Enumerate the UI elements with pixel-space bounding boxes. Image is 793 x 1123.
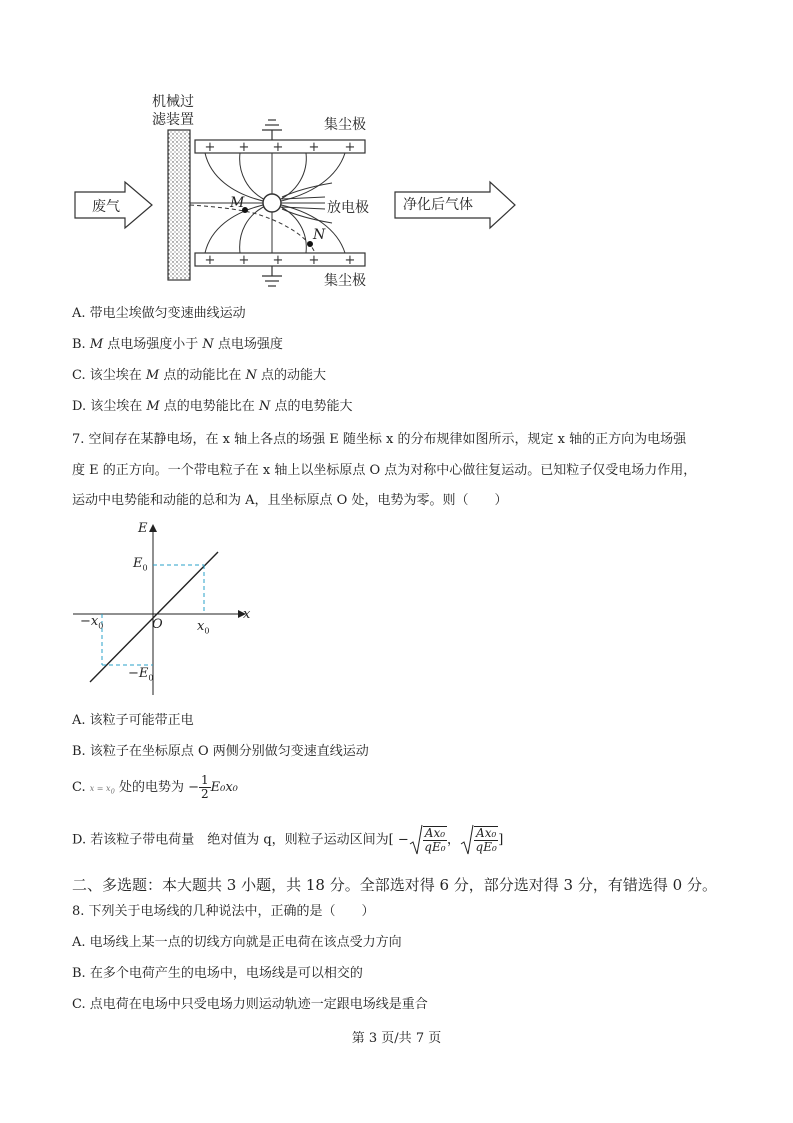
svg-text:+: + (308, 253, 320, 268)
q7-option-c-variable: $x = x_0$ (89, 784, 115, 796)
half-fraction: $\frac{1}{2}$ (200, 773, 209, 801)
svg-text:+: + (204, 253, 216, 268)
q8-stem: 8. 下列关于电场线的几种说法中，正确的是（ ） (72, 904, 375, 919)
precipitator-figure (60, 85, 530, 295)
svg-text:+: + (344, 140, 356, 155)
filter-device (168, 130, 190, 280)
clean-gas-label: 净化后气体 (403, 197, 473, 213)
q6-option-c: C. 该尘埃在 M 点的动能比在 N 点的动能大 (72, 368, 326, 383)
q6-option-a: A. 带电尘埃做匀变速曲线运动 (72, 306, 246, 321)
q7-stem-line1: 7. 空间存在某静电场，在 x 轴上各点的场强 E 随坐标 x 的分布规律如图所示，规定 x 轴的正方向为电场强 (72, 432, 687, 447)
q6-option-b: B. M 点电场强度小于 N 点电场强度 (72, 337, 283, 352)
collector-label-bottom: 集尘极 (324, 273, 366, 289)
q7-option-c: C. $x = x_0$ 处的电势为 − $\frac{1}{2}$ E₀x₀ (72, 773, 238, 801)
graph-axis-e: E (138, 521, 148, 536)
graph-origin: O (152, 617, 163, 632)
e-x-graph (70, 520, 260, 700)
page-footer: 第 3 页/共 7 页 (351, 1031, 442, 1046)
q7-stem-line2: 度 E 的正方向。一个带电粒子在 x 轴上以坐标原点 O 点为对称中心做往复运动。已知粒子仅受电场力作用， (72, 463, 697, 478)
svg-text:+: + (344, 253, 356, 268)
graph-neg-x0-label: $-x_0$ (80, 614, 104, 631)
discharge-label: 放电极 (327, 200, 369, 216)
svg-text:+: + (238, 253, 250, 268)
point-m-label: M (230, 195, 245, 211)
waste-gas-label: 废气 (92, 199, 120, 215)
svg-text:+: + (272, 253, 284, 268)
dust-trajectory (190, 205, 315, 253)
section-2-heading: 二、多选题：本大题共 3 小题，共 18 分。全部选对得 6 分，部分选对得 3 分，有错选得 0 分。 (72, 876, 717, 894)
graph-axis-x: x (243, 607, 251, 622)
graph-neg-e0-label: $-E_0$ (128, 666, 154, 683)
svg-text:+: + (204, 140, 216, 155)
ground-symbol-top (262, 120, 282, 140)
q7-option-b: B. 该粒子在坐标原点 O 两侧分别做匀变速直线运动 (72, 744, 369, 759)
sqrt-expression-1: $\frac{\text{Ax₀}}{\text{qE₀}}$ (409, 822, 447, 858)
svg-text:+: + (238, 140, 250, 155)
point-n-label: N (313, 227, 326, 243)
discharge-electrode (263, 194, 281, 212)
q8-option-a: A. 电场线上某一点的切线方向就是正电荷在该点受力方向 (72, 935, 402, 950)
q7-option-d: D. 若该粒子带电荷量 绝对值为 q，则粒子运动区间为[ − $\frac{\text{Ax₀}}{\text{qE₀}}$ ， $\frac{\text{Ax₀}}{\text{qE₀}}$ ] (72, 822, 503, 859)
q8-option-c: C. 点电荷在电场中只受电场力则运动轨迹一定跟电场线是重合 (72, 997, 428, 1012)
q7-option-a: A. 该粒子可能带正电 (72, 713, 194, 728)
svg-text:+: + (308, 140, 320, 155)
graph-x0-label: $x_0$ (197, 619, 210, 636)
filter-label-line1: 机械过 (152, 94, 194, 110)
ground-symbol-bottom (262, 266, 282, 286)
collector-label-top: 集尘极 (324, 117, 366, 133)
q7-stem-line3: 运动中电势能和动能的总和为 A，且坐标原点 O 处，电势为零。则（ ） (72, 493, 508, 508)
filter-label (152, 93, 194, 129)
filter-label-line2: 滤装置 (152, 112, 194, 128)
graph-e0-label: $E_0$ (133, 556, 148, 573)
q6-option-d: D. 该尘埃在 M 点的电势能比在 N 点的电势能大 (72, 399, 353, 414)
svg-text:+: + (272, 140, 284, 155)
q8-option-b: B. 在多个电荷产生的电场中，电场线是可以相交的 (72, 966, 363, 981)
sqrt-expression-2: $\frac{\text{Ax₀}}{\text{qE₀}}$ (460, 822, 498, 858)
